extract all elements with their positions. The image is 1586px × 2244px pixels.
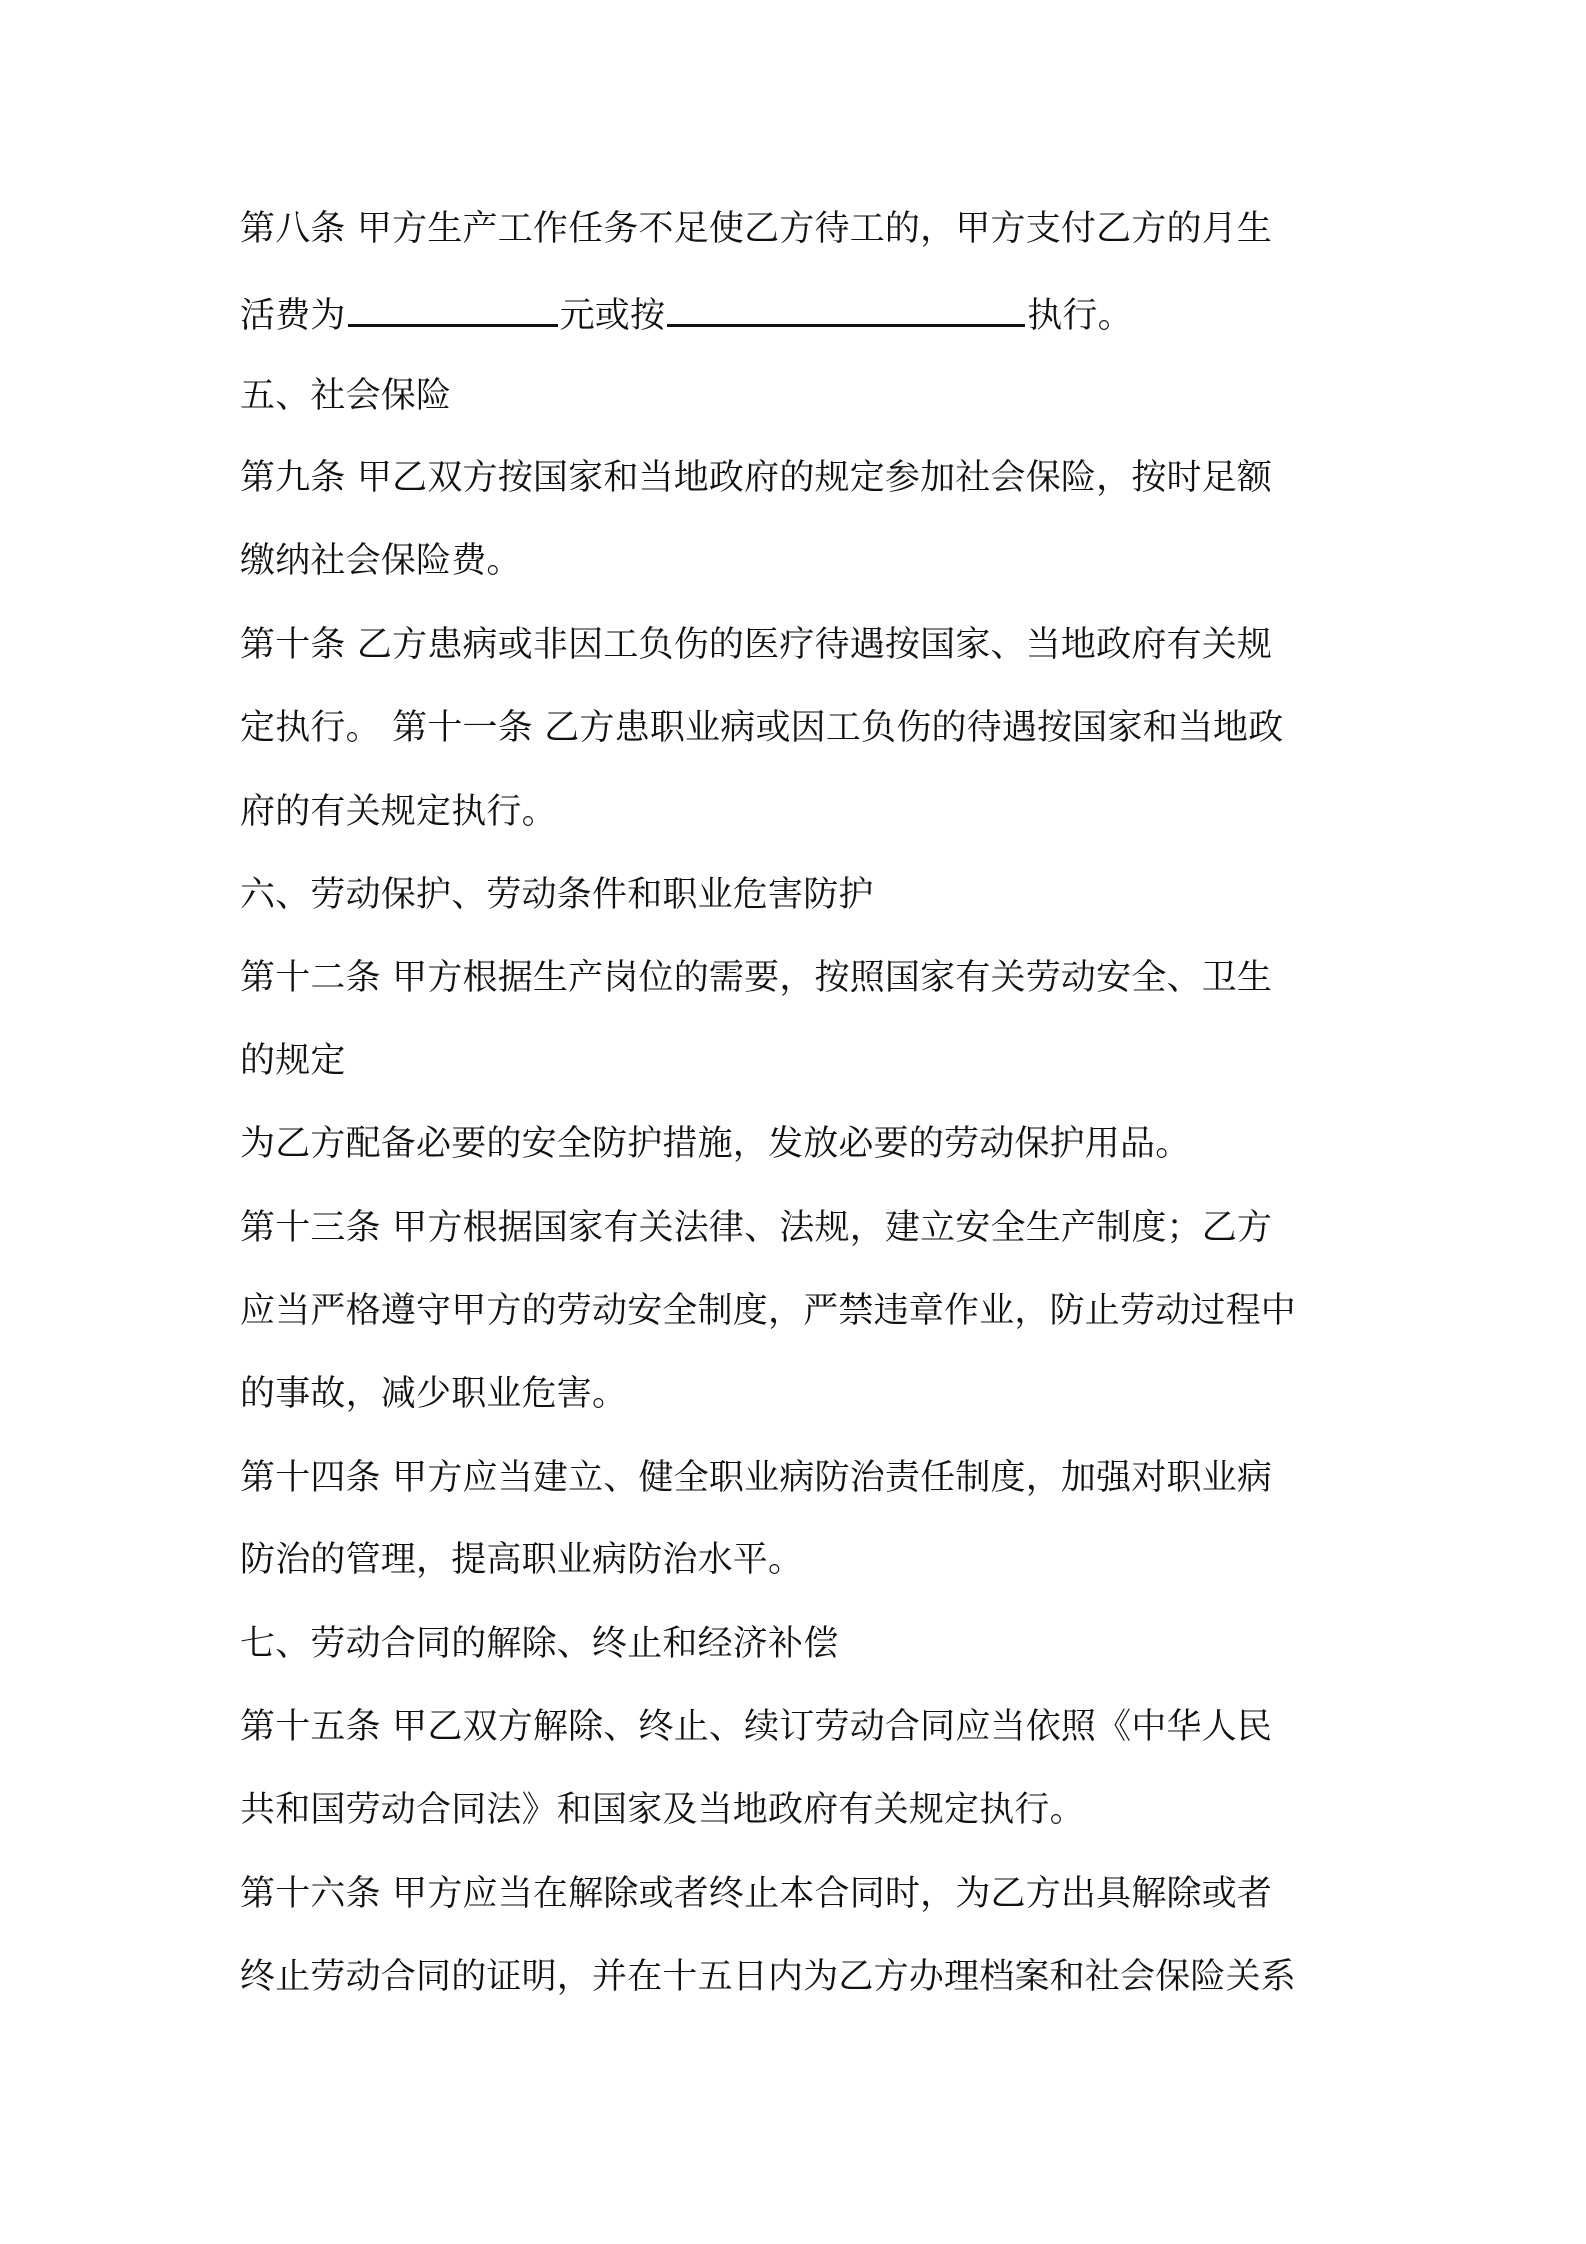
article-14-line-1: 第十四条 甲方应当建立、健全职业病防治责任制度，加强对职业病 xyxy=(240,1458,1273,1498)
section-7-heading: 七、劳动合同的解除、终止和经济补偿 xyxy=(240,1624,839,1664)
article-8-text-b: 元或按 xyxy=(559,296,666,336)
article-16-line-1: 第十六条 甲方应当在解除或者终止本合同时，为乙方出具解除或者 xyxy=(240,1874,1273,1914)
article-16-line-2: 终止劳动合同的证明，并在十五日内为乙方办理档案和社会保险关系 xyxy=(240,1957,1297,1997)
article-9-line-2: 缴纳社会保险费。 xyxy=(240,541,522,581)
article-8-line-1: 第八条 甲方生产工作任务不足使乙方待工的，甲方支付乙方的月生 xyxy=(240,209,1273,249)
article-15-line-1: 第十五条 甲乙双方解除、终止、续订劳动合同应当依照《中华人民 xyxy=(240,1707,1273,1747)
article-12-line-1: 第十二条 甲方根据生产岗位的需要，按照国家有关劳动安全、卫生 xyxy=(240,958,1273,998)
article-14-line-2: 防治的管理，提高职业病防治水平。 xyxy=(240,1540,804,1580)
article-8-text-a: 活费为 xyxy=(240,296,346,336)
article-8-text-c: 执行。 xyxy=(1027,296,1133,336)
article-10-line-1: 第十条 乙方患病或非因工负伤的医疗待遇按国家、当地政府有关规 xyxy=(240,625,1273,665)
article-12-line-3: 为乙方配备必要的安全防护措施，发放必要的劳动保护用品。 xyxy=(240,1124,1191,1164)
living-allowance-standard-blank[interactable] xyxy=(667,290,1025,327)
article-12-line-2: 的规定 xyxy=(240,1041,346,1081)
section-6-heading: 六、劳动保护、劳动条件和职业危害防护 xyxy=(240,875,874,915)
article-15-line-2: 共和国劳动合同法》和国家及当地政府有关规定执行。 xyxy=(240,1790,1085,1830)
article-8-line-2 xyxy=(240,290,1133,338)
article-11-line-2: 府的有关规定执行。 xyxy=(240,792,557,832)
article-9-line-1: 第九条 甲乙双方按国家和当地政府的规定参加社会保险，按时足额 xyxy=(240,458,1273,498)
article-10-11-line: 定执行。 第十一条 乙方患职业病或因工负伤的待遇按国家和当地政 xyxy=(240,708,1284,748)
section-5-heading: 五、社会保险 xyxy=(240,376,452,416)
article-13-line-1: 第十三条 甲方根据国家有关法律、法规，建立安全生产制度；乙方 xyxy=(240,1208,1273,1248)
living-allowance-amount-blank[interactable] xyxy=(348,290,558,327)
article-13-line-2: 应当严格遵守甲方的劳动安全制度，严禁违章作业，防止劳动过程中 xyxy=(240,1291,1297,1331)
article-13-line-3: 的事故，减少职业危害。 xyxy=(240,1374,628,1414)
